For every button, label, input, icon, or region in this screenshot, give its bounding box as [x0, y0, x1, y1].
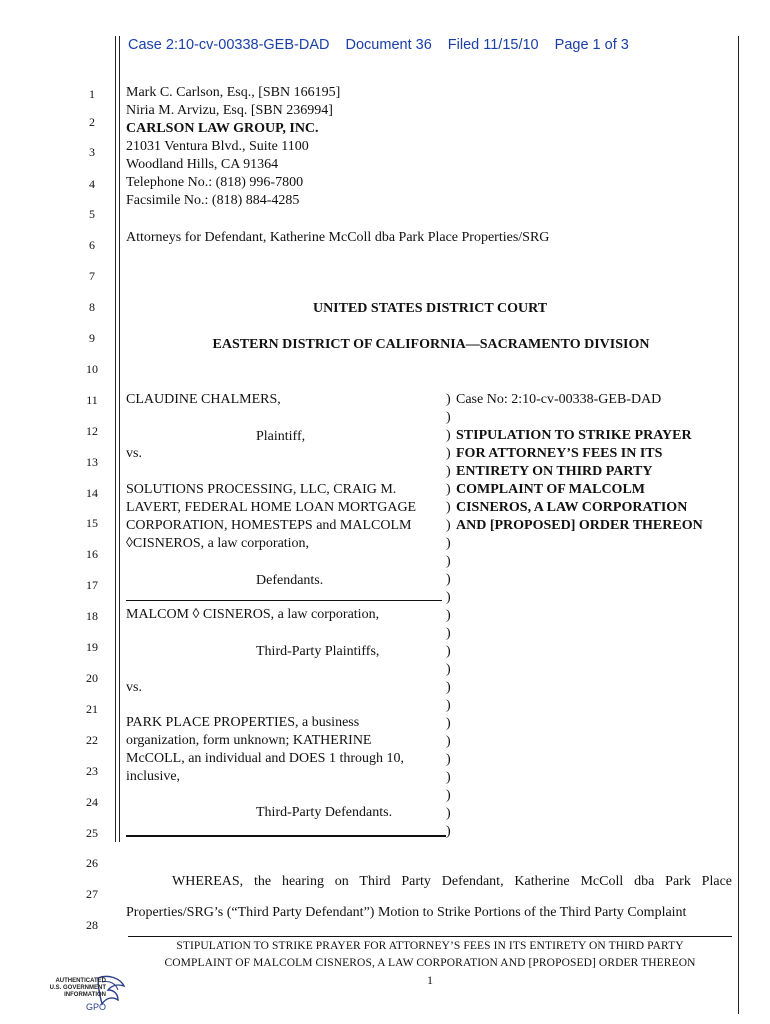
defendant-line: SOLUTIONS PROCESSING, LLC, CRAIG M.	[126, 482, 397, 497]
versus-1: vs.	[126, 446, 142, 461]
document-title-line: CISNEROS, A LAW CORPORATION	[456, 500, 688, 515]
defendant-line: ◊CISNEROS, a law corporation,	[126, 536, 310, 551]
court-name: UNITED STATES DISTRICT COURT	[312, 301, 548, 316]
left-margin-rule-1	[115, 36, 116, 842]
footer-rule	[128, 936, 732, 937]
attorney-line: 21031 Ventura Blvd., Suite 1100	[126, 139, 309, 154]
line-number: 10	[86, 362, 98, 376]
line-number: 24	[86, 795, 98, 809]
line-number: 21	[86, 702, 98, 716]
filed-date: Filed 11/15/10	[447, 37, 539, 53]
caption-divider	[126, 600, 442, 601]
attorney-line: Telephone No.: (818) 996-7800	[126, 175, 304, 190]
line-number: 11	[86, 393, 98, 407]
right-margin-rule	[738, 36, 739, 1014]
line-number: 3	[89, 145, 95, 159]
line-number: 13	[86, 455, 98, 469]
line-number: 14	[86, 486, 98, 500]
court-district: EASTERN DISTRICT OF CALIFORNIA—SACRAMENTO DIVISION	[212, 337, 650, 352]
third-party-plaintiff-role: Third-Party Plaintiffs,	[256, 644, 380, 659]
line-number: 6	[89, 238, 95, 252]
versus-2: vs.	[126, 680, 142, 695]
line-number: 16	[86, 547, 98, 561]
line-number: 28	[86, 918, 98, 932]
document-title-line: AND [PROPOSED] ORDER THEREON	[456, 518, 703, 533]
line-number: 9	[89, 331, 95, 345]
line-number: 20	[86, 671, 98, 685]
left-margin-rule-2	[119, 36, 120, 842]
line-number: 18	[86, 609, 98, 623]
body-line-1: WHEREAS, the hearing on Third Party Defendant, Katherine McColl dba Park Place	[172, 874, 732, 889]
line-number: 27	[86, 887, 98, 901]
attorneys-for: Attorneys for Defendant, Katherine McColl dba Park Place Properties/SRG	[126, 230, 550, 245]
defendants-role: Defendants.	[256, 573, 324, 588]
footer-page-number: 1	[426, 973, 434, 987]
defendant-line: LAVERT, FEDERAL HOME LOAN MORTGAGE	[126, 500, 417, 515]
third-party-defendant-line: organization, form unknown; KATHERINE	[126, 733, 372, 748]
caption-bottom-rule	[126, 835, 446, 837]
attorney-line: Facsimile No.: (818) 884-4285	[126, 193, 300, 208]
body-line-2: Properties/SRG’s (“Third Party Defendant”) Motion to Strike Portions of the Third Party Complaint	[126, 905, 687, 920]
case-no: Case No: 2:10-cv-00338-GEB-DAD	[456, 392, 662, 407]
plaintiff-role: Plaintiff,	[256, 429, 306, 444]
line-number: 15	[86, 516, 98, 530]
third-party-defendant-line: inclusive,	[126, 769, 181, 784]
footer-line-1: STIPULATION TO STRIKE PRAYER FOR ATTORNEY’S FEES IN ITS ENTIRETY ON THIRD PARTY	[176, 940, 684, 952]
third-party-plaintiff: MALCOM ◊ CISNEROS, a law corporation,	[126, 607, 380, 622]
gpo-authentication-seal	[28, 972, 128, 1016]
case-header	[128, 37, 641, 53]
line-number: 8	[89, 300, 95, 314]
line-number: 25	[86, 826, 98, 840]
gpo-text-line: U.S. GOVERNMENT	[49, 985, 106, 991]
firm-name: CARLSON LAW GROUP, INC.	[126, 121, 319, 136]
footer-line-2: COMPLAINT OF MALCOLM CISNEROS, A LAW CORPORATION AND [PROPOSED] ORDER THEREON	[164, 957, 696, 969]
line-number: 19	[86, 640, 98, 654]
gpo-mark: GPO	[86, 1002, 107, 1012]
case-number: Case 2:10-cv-00338-GEB-DAD	[128, 37, 330, 53]
line-number: 4	[89, 177, 95, 191]
document-title-line: STIPULATION TO STRIKE PRAYER	[456, 428, 692, 443]
document-title-line: FOR ATTORNEY’S FEES IN ITS	[456, 446, 663, 461]
line-number: 7	[89, 269, 95, 283]
attorney-line: Niria M. Arvizu, Esq. [SBN 236994]	[126, 103, 333, 118]
gpo-text-line: AUTHENTICATED	[55, 978, 106, 984]
line-number: 17	[86, 578, 98, 592]
document-title-line: COMPLAINT OF MALCOLM	[456, 482, 645, 497]
third-party-defendant-line: PARK PLACE PROPERTIES, a business	[126, 715, 360, 730]
gpo-text-line: INFORMATION	[64, 992, 106, 998]
line-number: 2	[89, 115, 95, 129]
line-number: 12	[86, 424, 98, 438]
plaintiff-name: CLAUDINE CHALMERS,	[126, 392, 281, 407]
attorney-line: Woodland Hills, CA 91364	[126, 157, 279, 172]
line-number: 22	[86, 733, 98, 747]
line-number: 23	[86, 764, 98, 778]
defendant-line: CORPORATION, HOMESTEPS and MALCOLM	[126, 518, 412, 533]
page-indicator: Page 1 of 3	[554, 37, 629, 53]
attorney-line: Mark C. Carlson, Esq., [SBN 166195]	[126, 85, 341, 100]
document-title-line: ENTIRETY ON THIRD PARTY	[456, 464, 653, 479]
third-party-defendant-line: McCOLL, an individual and DOES 1 through 10,	[126, 751, 405, 766]
document-number: Document 36	[345, 37, 432, 53]
line-number: 26	[86, 856, 98, 870]
line-number: 1	[89, 87, 95, 101]
line-number: 5	[89, 207, 95, 221]
third-party-defendants-role: Third-Party Defendants.	[256, 805, 393, 820]
